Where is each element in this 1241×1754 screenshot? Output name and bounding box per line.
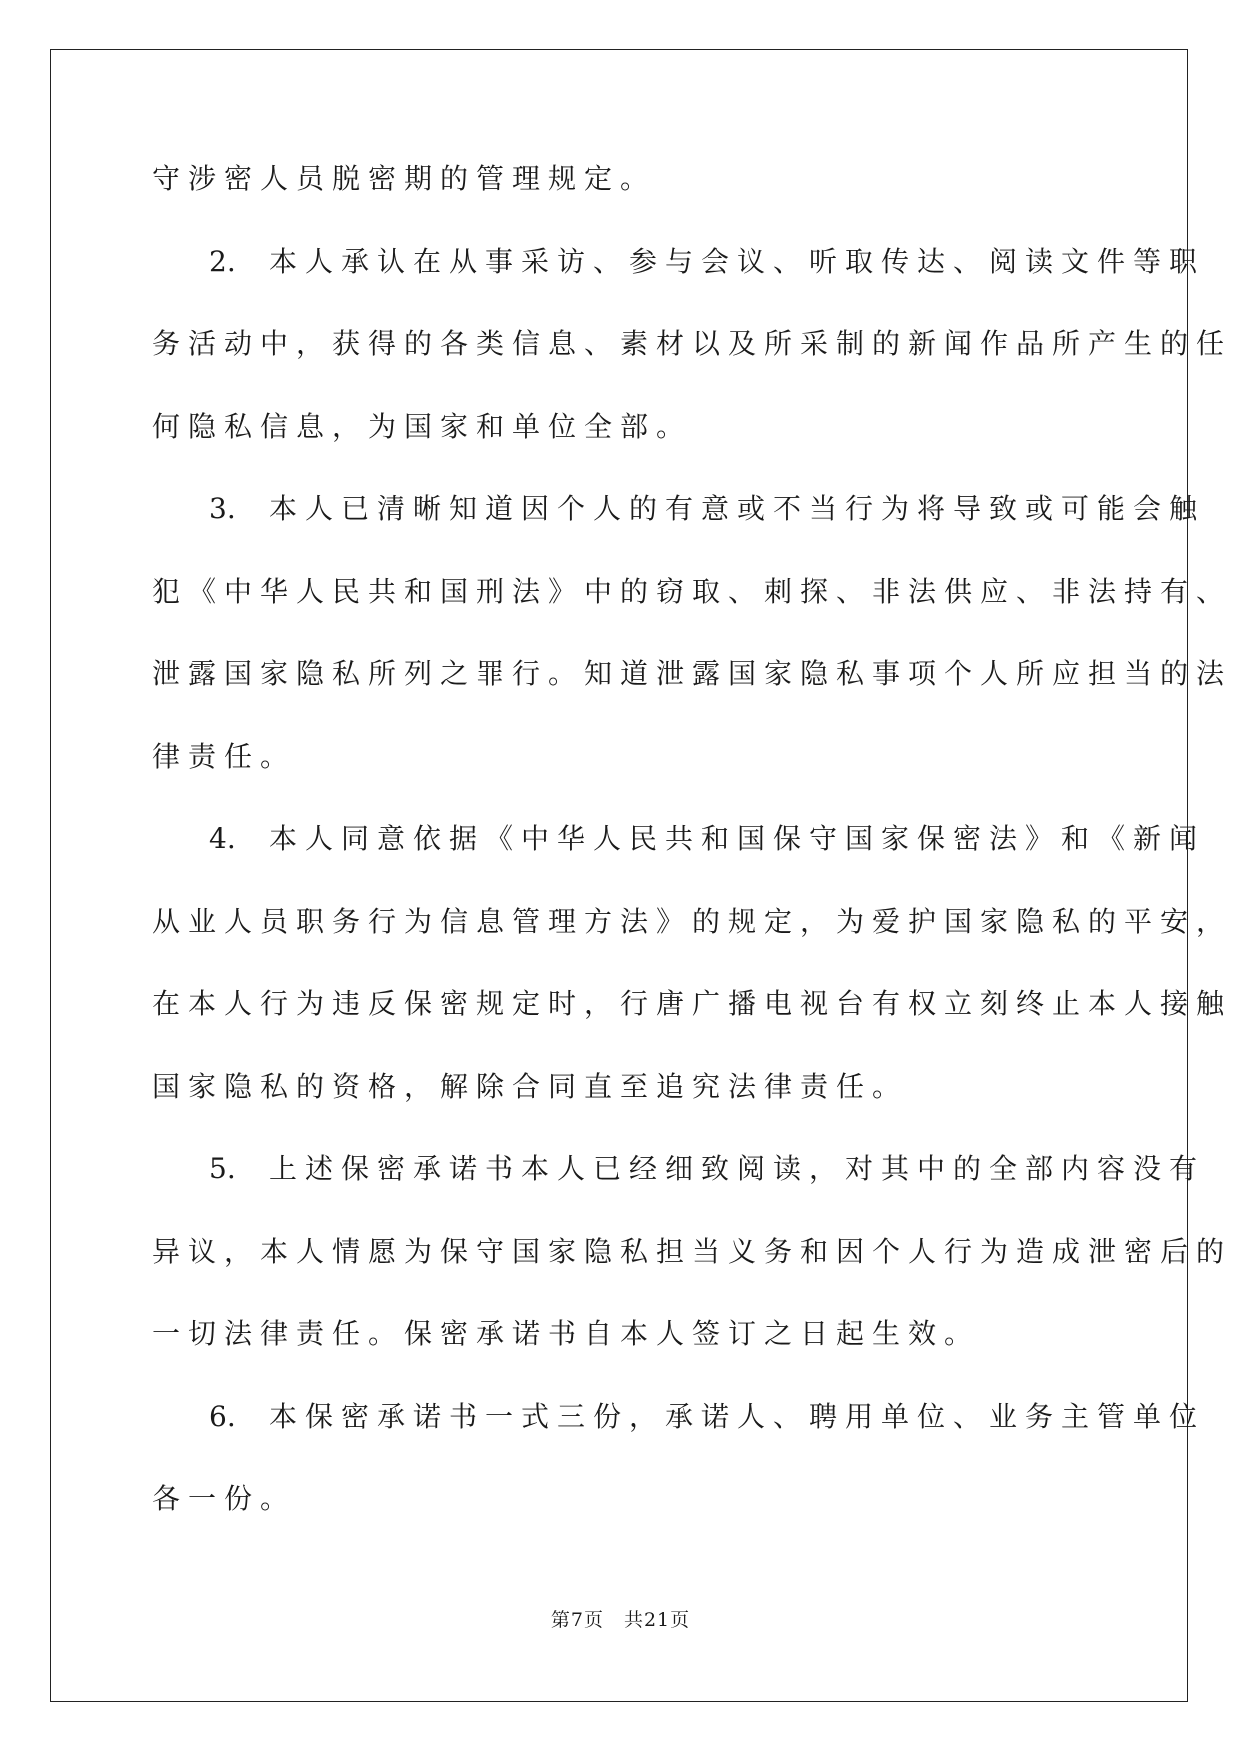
text-line: 从业人员职务行为信息管理方法》的规定，为爱护国家隐私的平安，	[152, 904, 1233, 938]
numbered-item-3	[152, 490, 1206, 573]
text-line: 犯《中华人民共和国刑法》中的窃取、刺探、非法供应、非法持有、	[152, 574, 1233, 608]
item-number: 6.	[209, 1399, 236, 1433]
text-line: 务活动中，获得的各类信息、素材以及所采制的新闻作品所产生的任	[152, 327, 1233, 360]
numbered-item-5	[152, 1150, 1206, 1233]
item-text: 本人同意依据《中华人民共和国保守国家保密法》和《新闻	[269, 822, 1206, 855]
item-number: 2.	[209, 244, 236, 278]
page-footer: 第7页 共21页	[550, 1609, 691, 1631]
text-line: 在本人行为违反保密规定时，行唐广播电视台有权立刻终止本人接触	[152, 987, 1233, 1020]
item-text: 本人承认在从事采访、参与会议、听取传达、阅读文件等职	[269, 244, 1206, 278]
text-line: 守涉密人员脱密期的管理规定。	[152, 162, 657, 195]
item-number: 5.	[209, 1152, 236, 1185]
text-line: 国家隐私的资格，解除合同直至追究法律责任。	[152, 1069, 909, 1103]
document-body	[152, 160, 1233, 1563]
text-line: 律责任。	[152, 739, 297, 773]
numbered-item-2	[152, 243, 1206, 326]
item-text: 本人已清晰知道因个人的有意或不当行为将导致或可能会触	[269, 492, 1206, 525]
numbered-item-4	[152, 820, 1206, 903]
item-text: 上述保密承诺书本人已经细致阅读，对其中的全部内容没有	[269, 1152, 1206, 1185]
text-line: 何隐私信息，为国家和单位全部。	[152, 409, 693, 443]
item-number: 4.	[209, 822, 236, 855]
text-line: 异议，本人情愿为保守国家隐私担当义务和因个人行为造成泄密后的	[152, 1234, 1233, 1268]
text-line: 各一份。	[152, 1482, 297, 1515]
item-number: 3.	[209, 492, 236, 525]
text-line: 一切法律责任。保密承诺书自本人签订之日起生效。	[152, 1317, 981, 1350]
item-text: 本保密承诺书一式三份，承诺人、聘用单位、业务主管单位	[269, 1399, 1206, 1433]
text-line: 泄露国家隐私所列之罪行。知道泄露国家隐私事项个人所应担当的法	[152, 657, 1233, 690]
numbered-item-6	[152, 1398, 1206, 1481]
